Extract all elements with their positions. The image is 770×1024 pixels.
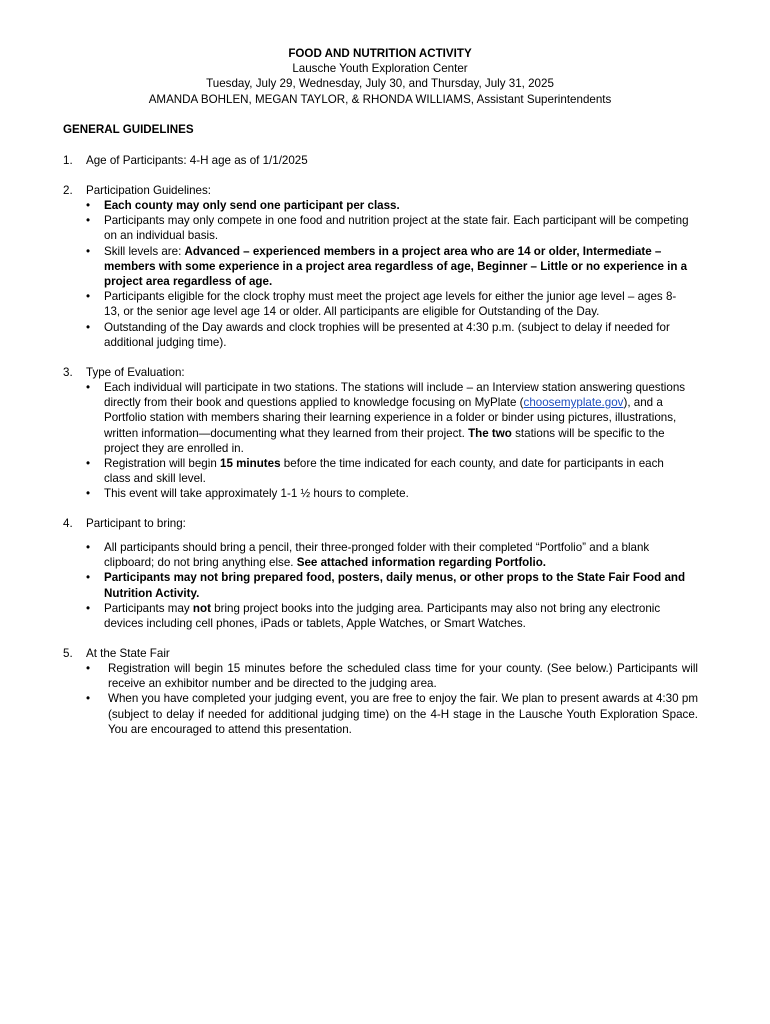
event-dates: Tuesday, July 29, Wednesday, July 30, and Thursday, July 31, 2025 bbox=[206, 77, 554, 91]
evaluation-list bbox=[86, 380, 692, 502]
choosemyplate-link[interactable]: choosemyplate.gov bbox=[523, 396, 624, 410]
item-label: Type of Evaluation: bbox=[86, 366, 185, 379]
list-item: • Registration will begin 15 minutes before the time indicated for each county, and date for participants in each class and skill level. bbox=[86, 457, 664, 486]
item-number: 3. bbox=[63, 366, 73, 379]
bullet-icon: • bbox=[86, 320, 91, 334]
bullet-icon: • bbox=[86, 381, 91, 394]
item-number: 4. bbox=[63, 517, 73, 530]
bullet-icon: • bbox=[86, 290, 91, 304]
state-fair-list bbox=[86, 661, 698, 737]
bullet-icon: • bbox=[86, 199, 91, 212]
list-item: • Outstanding of the Day awards and clock trophies will be presented at 4:30 p.m. (subject to delay if needed for additional judging time). bbox=[86, 320, 670, 349]
bullet-icon: • bbox=[86, 244, 91, 258]
item-number: 2. bbox=[63, 184, 73, 197]
list-item: • Each individual will participate in two stations. The stations will include – an Interview station answering questions directly from their book and questions applied to knowledge focusing on MyPlate (choosemyplate.gov), and a Portfolio station with members sharing their learning experience in a folder or binder using pictures, illustrations, written information—documenting what they learned from their project. The two stations will be specific to the project they are enrolled in. bbox=[86, 381, 686, 455]
bullet-icon: • bbox=[86, 571, 91, 585]
item-label: Age of Participants: 4-H age as of 1/1/2025 bbox=[86, 154, 308, 167]
list-item: • Participants may only compete in one food and nutrition project at the state fair. Each participant will be competing on an individual basis. bbox=[86, 214, 689, 243]
list-item: • All participants should bring a pencil, their three-pronged folder with their completed “Portfolio” and a blank clipboard; do not bring anything else. See attached information regarding Portfolio. bbox=[86, 541, 650, 570]
bullet-icon: • bbox=[86, 601, 91, 615]
bullet-icon: • bbox=[86, 214, 91, 228]
item-number: 5. bbox=[63, 647, 73, 660]
bullet-icon: • bbox=[86, 662, 91, 675]
list-item: • Skill levels are: Advanced – experienced members in a project area who are 14 or older, Intermediate – members with some experience in a project area regardless of age, Beginner – Little or no experience in a project area regardless of age. bbox=[86, 244, 688, 289]
list-item: • This event will take approximately 1-1 ½ hours to complete. bbox=[86, 487, 409, 501]
list-item: • Participants may not bring prepared food, posters, daily menus, or other props to the State Fair Food and Nutrition Activity. bbox=[86, 571, 686, 600]
item-label: Participation Guidelines: bbox=[86, 184, 212, 197]
bullet-icon: • bbox=[86, 692, 91, 706]
document-title: FOOD AND NUTRITION ACTIVITY bbox=[288, 47, 472, 60]
participation-guidelines-list bbox=[86, 198, 692, 350]
item-label: Participant to bring: bbox=[86, 517, 186, 530]
list-item: • Registration will begin 15 minutes before the scheduled class time for your county. (See below.) Participants will receive an exhibitor number and be directed to the judging area. bbox=[86, 662, 698, 691]
event-location: Lausche Youth Exploration Center bbox=[292, 62, 468, 76]
list-item: • Each county may only send one participant per class. bbox=[86, 199, 400, 212]
bullet-icon: • bbox=[86, 541, 91, 554]
superintendents: AMANDA BOHLEN, MEGAN TAYLOR, & RHONDA WILLIAMS, Assistant Superintendents bbox=[148, 92, 612, 106]
bullet-icon: • bbox=[86, 487, 91, 501]
bullet-icon: • bbox=[86, 457, 91, 471]
list-item: • Participants may not bring project books into the judging area. Participants may also not bring any electronic devices including cell phones, iPads or tablets, Apple Watches, or Smart Watches. bbox=[86, 601, 661, 631]
item-label: At the State Fair bbox=[86, 647, 170, 660]
list-item: • When you have completed your judging event, you are free to enjoy the fair. We plan to present awards at 4:30 pm (subject to delay if needed for additional judging time) on the 4-H stage in the Lausche Youth Exploration Space. You are encouraged to attend this presentation. bbox=[86, 692, 698, 736]
item-number: 1. bbox=[63, 154, 73, 167]
section-heading-general-guidelines: GENERAL GUIDELINES bbox=[63, 123, 194, 136]
bring-list bbox=[86, 540, 698, 631]
document-header bbox=[0, 46, 760, 107]
list-item: • Participants eligible for the clock trophy must meet the project age levels for either the junior age level – ages 8-13, or the senior age level age 14 or older. All participants are eligible for Outstanding of the Day. bbox=[86, 290, 677, 319]
